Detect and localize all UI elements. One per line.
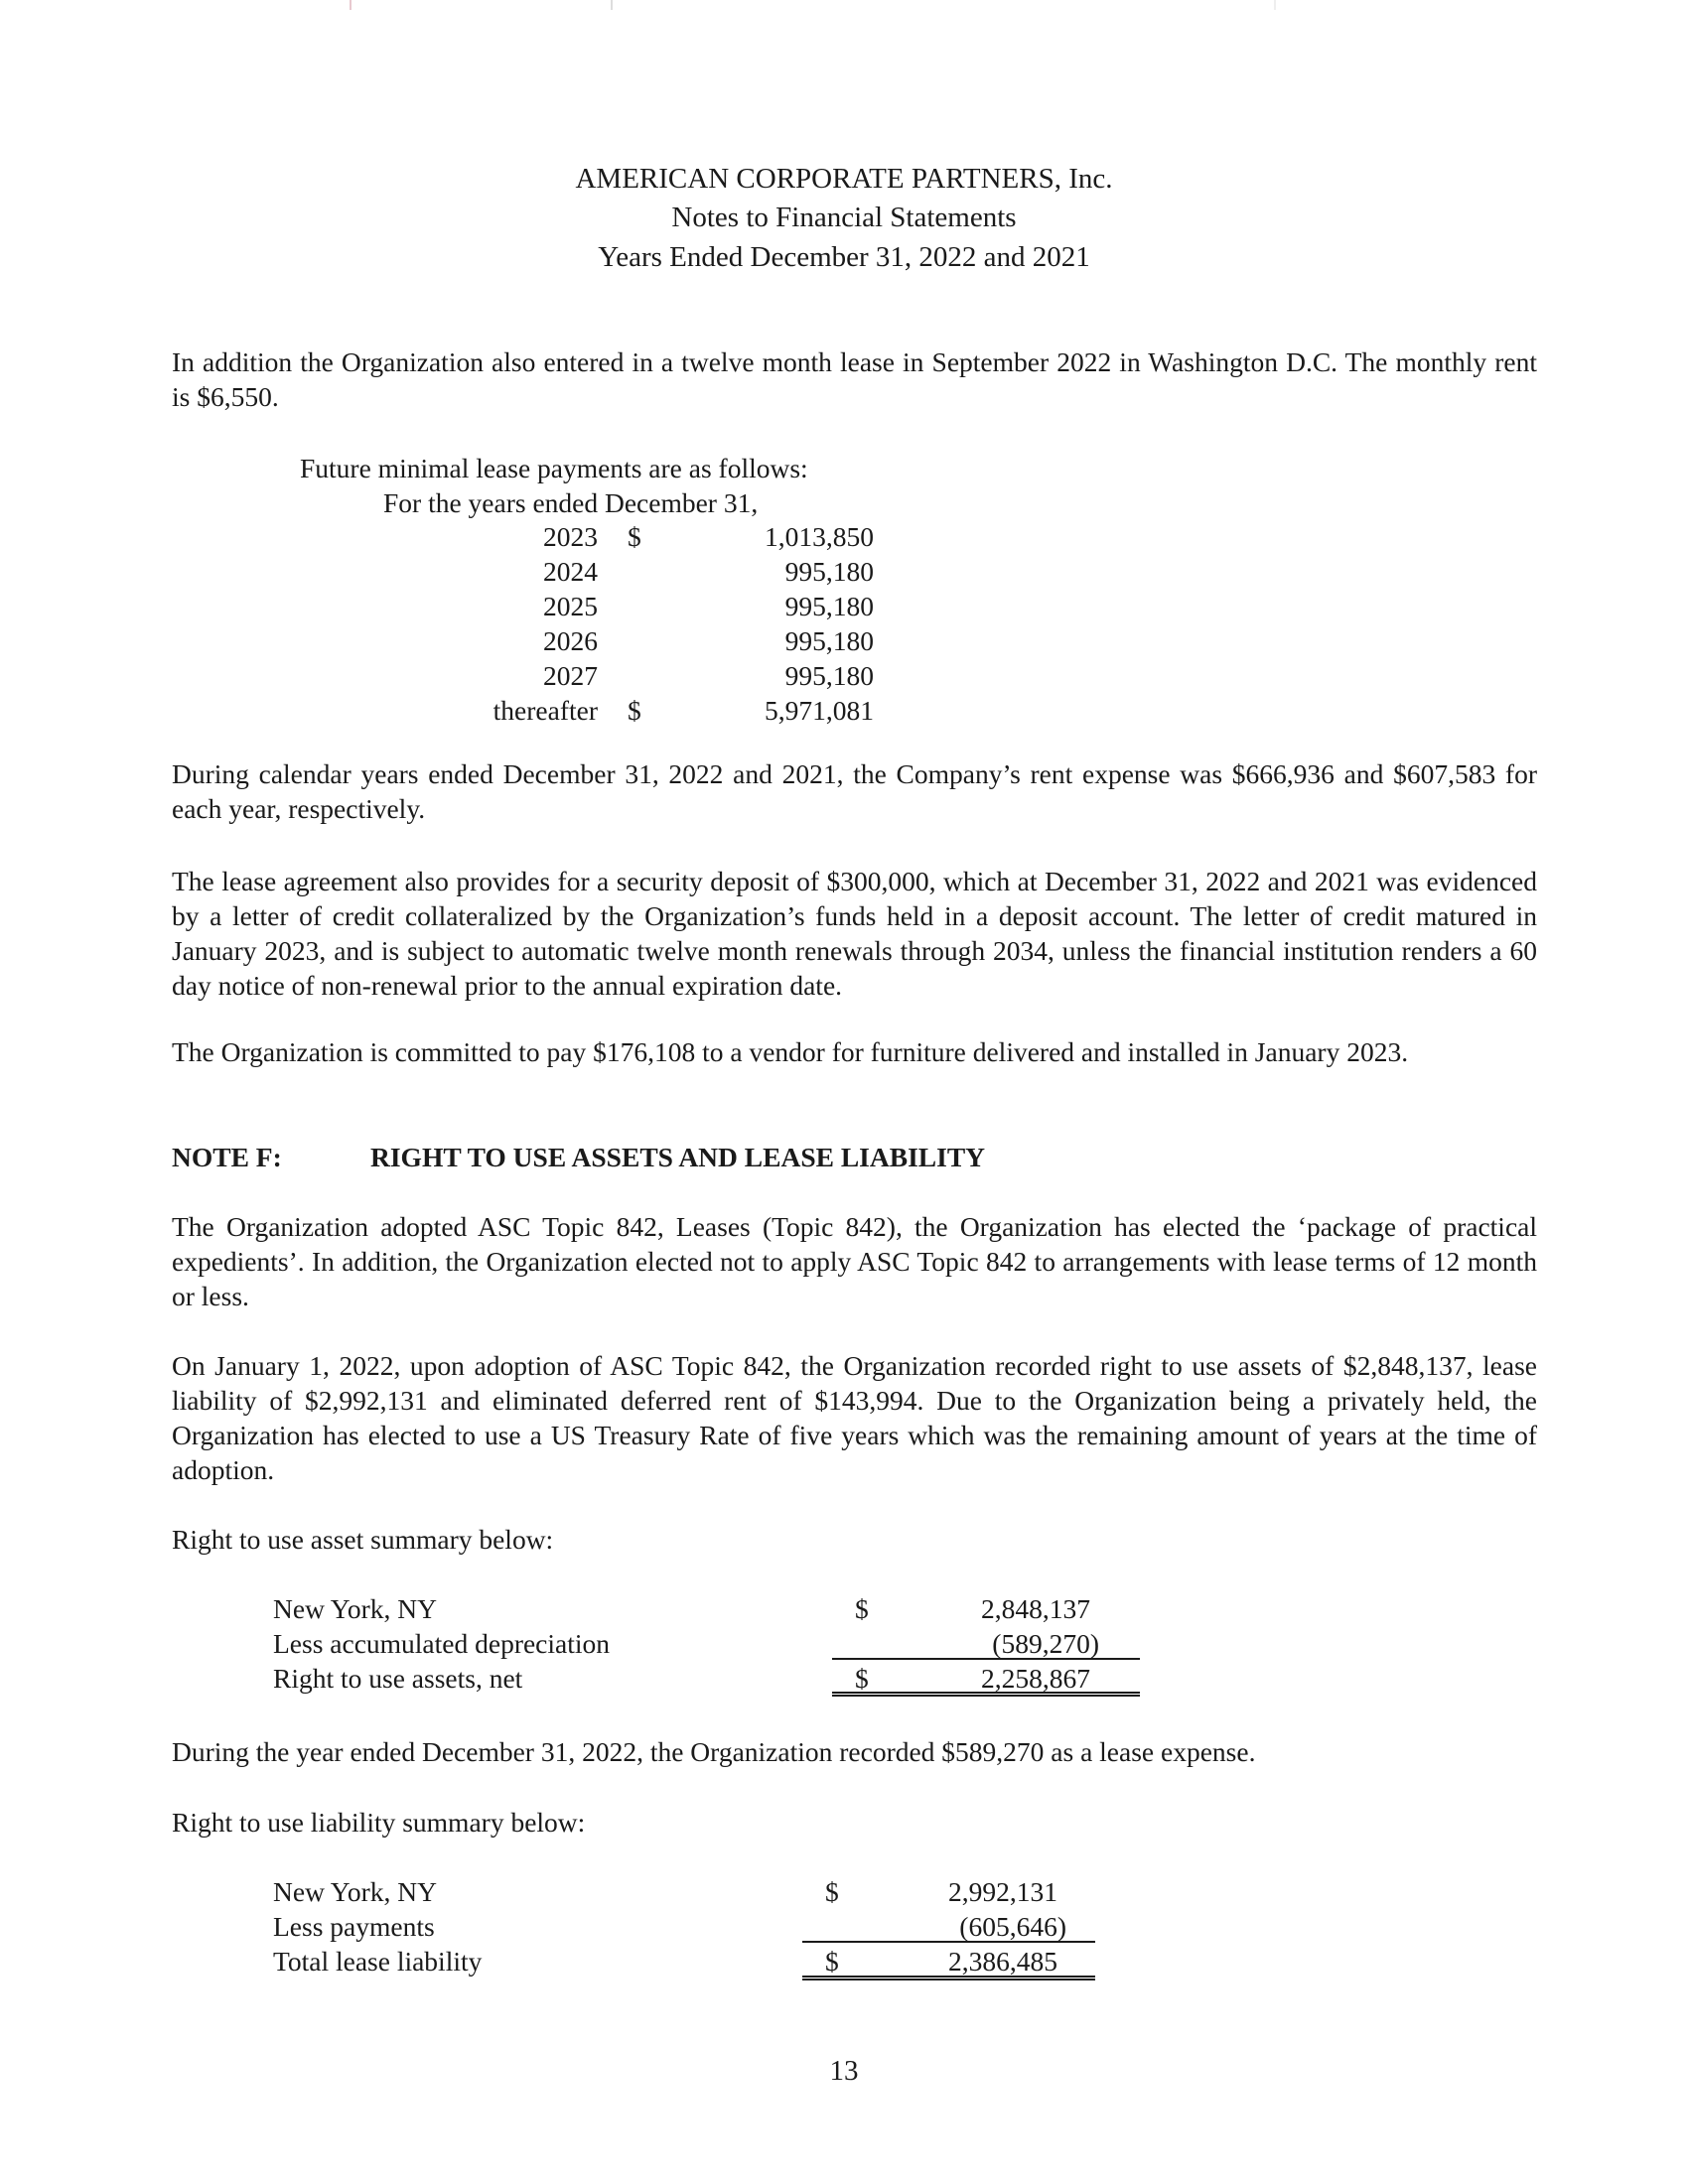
summary-amount: 2,386,485 <box>948 1946 1057 1977</box>
schedule-row <box>437 589 874 623</box>
schedule-row <box>437 519 874 554</box>
scan-mark <box>611 0 613 10</box>
note-label: NOTE F: <box>172 1142 282 1172</box>
schedule-year: 2027 <box>543 660 598 691</box>
company-name: AMERICAN CORPORATE PARTNERS, Inc. <box>575 163 1113 195</box>
schedule-year: 2025 <box>543 591 598 621</box>
schedule-amount: 995,180 <box>784 625 874 656</box>
paragraph-washington-lease: In addition the Organization also entered in a twelve month lease in September 2022 in Washington D.C. The monthly rent is $6,550. <box>172 346 1537 412</box>
summary-label: Less payments <box>273 1911 435 1942</box>
page-number: 13 <box>829 2055 859 2087</box>
schedule-row <box>437 623 874 658</box>
paragraph-liability-summary-intro: Right to use liability summary below: <box>172 1807 586 1838</box>
schedule-amount: 1,013,850 <box>765 521 874 552</box>
schedule-intro: Future minimal lease payments are as follows: <box>300 453 808 483</box>
summary-amount: (589,270) <box>992 1628 1099 1659</box>
summary-amount: 2,848,137 <box>981 1593 1090 1624</box>
summary-amount: 2,258,867 <box>981 1663 1090 1694</box>
schedule-amount: 995,180 <box>784 556 874 587</box>
schedule-year: 2023 <box>543 521 598 552</box>
total-double-rule <box>832 1692 1140 1697</box>
liability-summary-table <box>273 1874 1107 1983</box>
summary-amount: (605,646) <box>959 1911 1066 1942</box>
summary-currency: $ <box>855 1663 869 1694</box>
schedule-row <box>437 693 874 728</box>
schedule-row <box>437 554 874 589</box>
summary-currency: $ <box>825 1946 839 1977</box>
summary-amount: 2,992,131 <box>948 1876 1057 1907</box>
subtotal-rule <box>802 1941 1095 1943</box>
schedule-currency: $ <box>628 521 641 552</box>
schedule-currency: $ <box>628 695 641 726</box>
paragraph-asc-842: The Organization adopted ASC Topic 842, Leases (Topic 842), the Organization has elected the ‘package of practical expedients’. In addition, the Organization elected not to apply ASC Topic 842 to arrangements with lease terms of 12 month or less. <box>172 1211 1537 1311</box>
total-double-rule <box>802 1976 1095 1980</box>
paragraph-asset-summary-intro: Right to use asset summary below: <box>172 1524 554 1555</box>
summary-currency: $ <box>825 1876 839 1907</box>
note-title: RIGHT TO USE ASSETS AND LEASE LIABILITY <box>370 1142 986 1172</box>
paragraph-adoption: On January 1, 2022, upon adoption of ASC Topic 842, the Organization recorded right to use assets of $2,848,137, lease liability of $2,992,131 and eliminated deferred rent of $143,994. Due to the Organization being a privately held, the Organization has elected to use a US Treasury Rate of five years which was the remaining amount of years at the time of adoption. <box>172 1350 1537 1485</box>
schedule-amount: 995,180 <box>784 660 874 691</box>
paragraph-furniture-commitment: The Organization is committed to pay $176,108 to a vendor for furniture delivered and installed in January 2023. <box>172 1036 1409 1067</box>
paragraph-lease-expense: During the year ended December 31, 2022, the Organization recorded $589,270 as a lease expense. <box>172 1736 1256 1767</box>
summary-label: Total lease liability <box>273 1946 483 1977</box>
schedule-year: 2024 <box>543 556 598 587</box>
schedule-year: thereafter <box>492 695 598 726</box>
paragraph-rent-expense: During calendar years ended December 31, 2022 and 2021, the Company’s rent expense was $666,936 and $607,583 for each year, respectively. <box>172 758 1537 824</box>
asset-summary-table <box>273 1591 1142 1701</box>
period-title: Years Ended December 31, 2022 and 2021 <box>598 241 1090 273</box>
summary-label: New York, NY <box>273 1593 438 1624</box>
schedule-row <box>437 658 874 693</box>
summary-label: Right to use assets, net <box>273 1663 523 1694</box>
schedule-amount: 995,180 <box>784 591 874 621</box>
subtotal-rule <box>832 1658 1140 1660</box>
schedule-year: 2026 <box>543 625 598 656</box>
summary-currency: $ <box>855 1593 869 1624</box>
document-title: Notes to Financial Statements <box>671 202 1017 233</box>
schedule-subintro: For the years ended December 31, <box>383 487 759 518</box>
scan-mark <box>350 0 352 10</box>
schedule-amount: 5,971,081 <box>765 695 874 726</box>
scan-mark <box>1274 0 1276 10</box>
summary-label: Less accumulated depreciation <box>273 1628 611 1659</box>
paragraph-security-deposit: The lease agreement also provides for a security deposit of $300,000, which at December 31, 2022 and 2021 was evidenced by a letter of credit collateralized by the Organization’s funds held in a deposit account. The letter of credit matured in January 2023, and is subject to automatic twelve month renewals through 2034, unless the financial institution renders a 60 day notice of non-renewal prior to the annual expiration date. <box>172 866 1537 1001</box>
summary-label: New York, NY <box>273 1876 438 1907</box>
